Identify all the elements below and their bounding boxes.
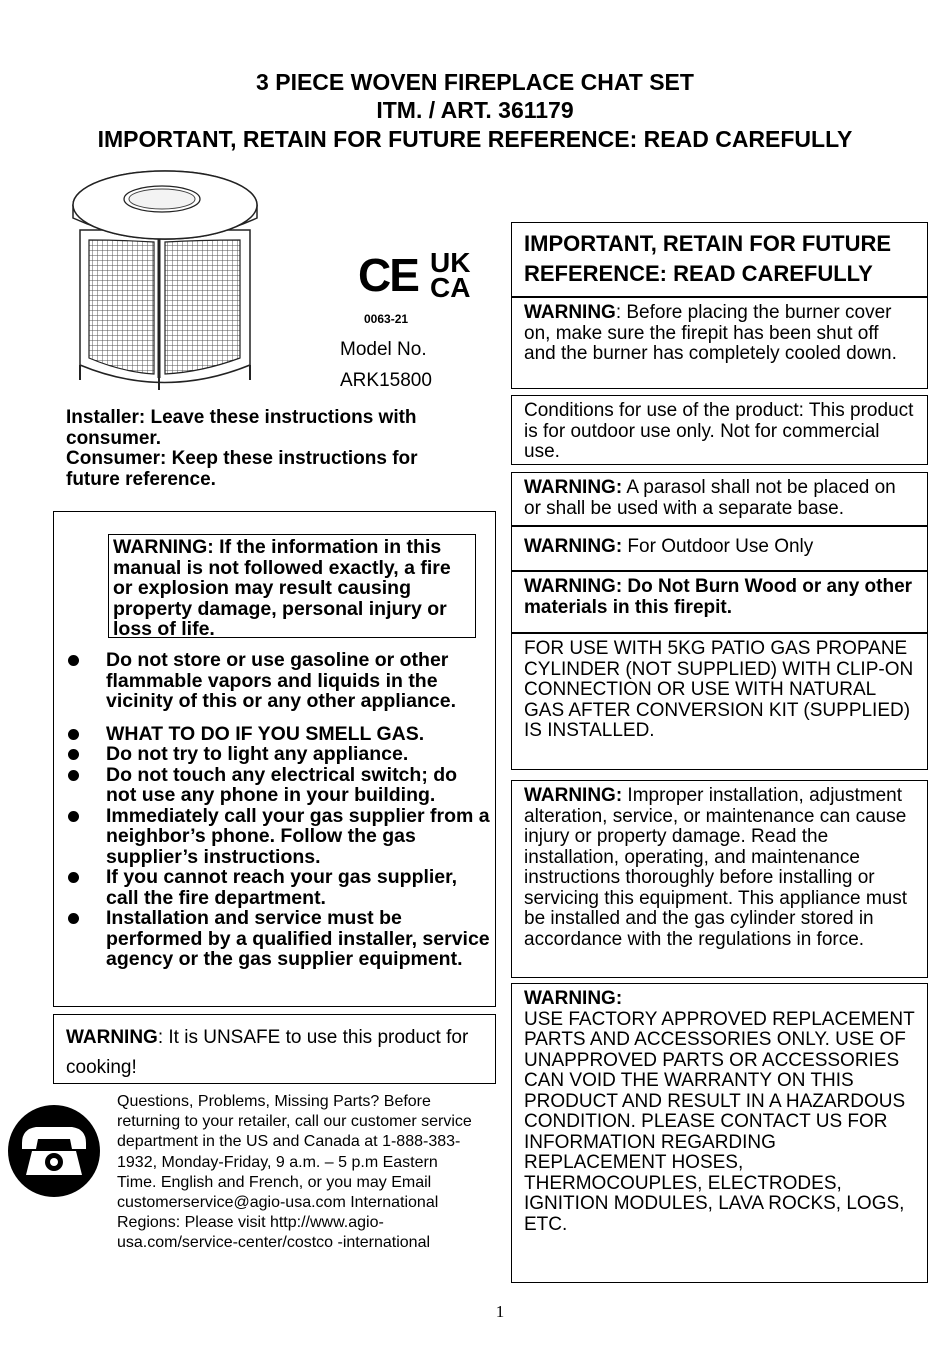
parasol-warning: WARNING: A parasol shall not be placed on or shall be used with a separate base. (511, 472, 928, 526)
safety-bullet-item: WHAT TO DO IF YOU SMELL GAS. (54, 724, 492, 745)
safety-bullet-item: Immediately call your gas supplier from a neighbor’s phone. Follow the gas supplier’s instructions. (54, 806, 492, 868)
safety-bullet-item: If you cannot reach your gas supplier, call the fire department. (54, 867, 492, 908)
ce-mark: CE (358, 249, 418, 301)
model-label: Model No. (340, 339, 427, 360)
safety-bullet-item: Installation and service must be performed by a qualified installer, service agency or the gas supplier equipment. (54, 908, 492, 970)
fire-explosion-warning: WARNING: If the information in this manual is not followed exactly, a fire or explosion may result causing property damage, personal injury or loss of life. (108, 534, 476, 638)
doc-title: 3 PIECE WOVEN FIREPLACE CHAT SET (256, 69, 694, 95)
safety-bullet-list (54, 650, 492, 970)
outdoor-use-warning: WARNING: For Outdoor Use Only (511, 526, 928, 571)
safety-bullet-item: Do not touch any electrical switch; do not use any phone in your building. (54, 765, 492, 806)
safety-bullet-item: Do not try to light any appliance. (54, 744, 492, 765)
gas-supply-notice: FOR USE WITH 5KG PATIO GAS PROPANE CYLINDER (NOT SUPPLIED) WITH CLIP-ON CONNECTION OR USE WITH NATURAL GAS AFTER CONVERSION KIT (SUPPLIED) IS INSTALLED. (511, 633, 928, 770)
safety-bullet-item: Do not store or use gasoline or other flammable vapors and liquids in the vicinity of this or any other appliance. (54, 650, 492, 712)
replacement-parts-warning: WARNING: USE FACTORY APPROVED REPLACEMENT PARTS AND ACCESSORIES ONLY. USE OF UNAPPROVED PARTS OR ACCESSORIES CAN VOID THE WARRANTY ON THIS PRODUCT AND RESULT IN A HAZARDOUS CONDITION. PLEASE CONTACT US FOR INFORMATION REGARDING REPLACEMENT HOSES, THERMOCOUPLES, ELECTRODES, IGNITION MODULES, LAVA ROCKS, LOGS, ETC. (511, 983, 928, 1283)
conditions-of-use: Conditions for use of the product: This product is for outdoor use only. Not for commercial use. (511, 395, 928, 465)
telephone-icon (6, 1103, 102, 1199)
no-wood-warning: WARNING: Do Not Burn Wood or any other materials in this firepit. (511, 571, 928, 633)
cooking-warning-box: WARNING: It is UNSAFE to use this product for cooking! (53, 1014, 496, 1084)
burner-cover-warning: WARNING: Before placing the burner cover on, make sure the firepit has been shut off and the burner has completely cooled down. (511, 297, 928, 389)
retain-reference-box: IMPORTANT, RETAIN FOR FUTURE REFERENCE: READ CAREFULLY (511, 222, 928, 297)
ukca-mark: UK CA (430, 247, 471, 303)
customer-service-info: Questions, Problems, Missing Parts? Before returning to your retailer, call our customer service department in the US and Canada at 1-888-383-1932, Monday-Friday, 9 a.m. – 5 p.m Eastern Time. English and French, or you may Email customerservice@agio-usa.com International Regions: Please visit http://www.agio-usa.com/service-center/costco -international (117, 1093, 472, 1252)
improper-installation-warning: WARNING: Improper installation, adjustment alteration, service, or maintenance can cause injury or property damage. Read the installation, operating, and maintenance instructions thoroughly before installing or servicing this equipment. This appliance must be installed and the gas cylinder stored in accordance with the regulations in force. (511, 780, 928, 978)
firepit-illustration (62, 160, 274, 395)
page-number: 1 (495, 1302, 505, 1321)
installer-note: Installer: Leave these instructions with consumer. Consumer: Keep these instructions for future reference. (66, 407, 418, 490)
item-number: ITM. / ART. 361179 (376, 97, 574, 123)
cert-number: 0063-21 (364, 312, 409, 326)
retain-notice-heading: IMPORTANT, RETAIN FOR FUTURE REFERENCE: READ CAREFULLY (97, 126, 853, 152)
gas-safety-warning-box (53, 511, 496, 1007)
model-number: ARK15800 (340, 370, 432, 391)
